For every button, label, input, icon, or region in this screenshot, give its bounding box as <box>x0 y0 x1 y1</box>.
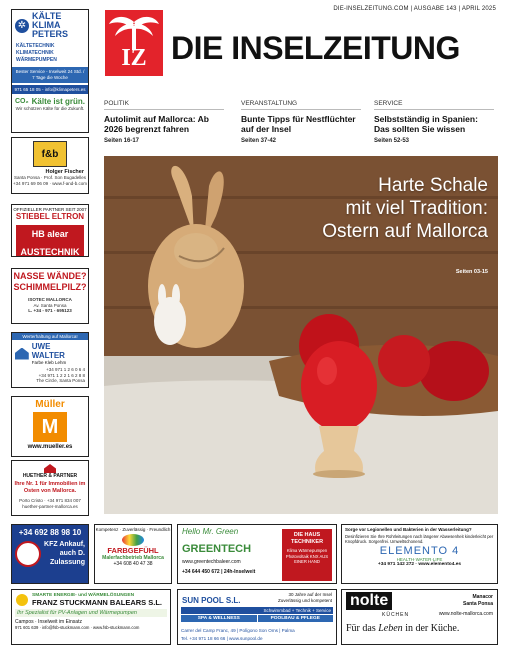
ad-greentech[interactable] <box>177 524 337 584</box>
ad-farbgefuehl[interactable] <box>94 524 172 584</box>
ad-slogan <box>346 623 459 634</box>
hero-story[interactable] <box>104 156 498 514</box>
ad-kfz-ankauf[interactable] <box>11 524 89 584</box>
ad-brand-line-1: KÄLTE <box>32 11 62 21</box>
co2-leaf-icon: CO₂ <box>15 98 29 105</box>
ad-line: Santa Ponsa · Prof. Son Bugadelles <box>13 175 87 180</box>
teaser-section: VERANSTALTUNG <box>241 100 361 110</box>
ad-top: Kompetenz · Zuverlässig · Freundlich <box>95 527 171 532</box>
car-badge-icon <box>15 541 41 567</box>
snowflake-icon: ✲ <box>15 19 29 33</box>
teaser-service[interactable] <box>374 100 494 144</box>
ad-top: Hello Mr. Green <box>182 527 239 536</box>
mueller-logo-icon: M <box>33 412 67 442</box>
ad-phone-2: +34 971 1 2 2 1 6 2 8 8 <box>38 372 85 378</box>
ad-name: UWE WALTER <box>31 342 65 360</box>
ad-sub: KÜCHEN <box>382 612 410 618</box>
ad-contact: +34 971 142 272 · www.elemento4.es <box>377 561 462 567</box>
teaser-section: SERVICE <box>374 100 494 110</box>
fb-logo: f&b <box>33 141 67 167</box>
ad-slogan-sub: Wir schützen Kälte für die Zukunft. <box>15 106 85 111</box>
ad-sub: Farbe Kleb Lehm <box>31 360 67 365</box>
ad-phone: +34 971 1 2 6 0 6 4 <box>46 367 85 372</box>
ad-brand: FRANZ STUCKMANN BALEARS S.L. <box>32 598 162 607</box>
logo-letters: IZ <box>121 45 147 71</box>
ad-franz-stuckmann[interactable] <box>11 589 171 645</box>
paint-splash-icon <box>122 534 144 546</box>
ad-body: Desinfizieren Sie Ihre Rohrleitungen nach längerer Abwesenheit kinderleicht per Knopfdruck. Sorgenfrei. Umweltschonend. <box>345 533 494 544</box>
ad-brand-line-3: PETERS <box>32 29 69 39</box>
ad-brand: nolte <box>346 592 392 610</box>
ad-contact: 971 601 639 · info@fsb-stuckmann.com · www.fsb-stuckmann.com <box>15 625 140 630</box>
ad-brand: ELEMENTO 4 <box>379 544 460 557</box>
ad-tag-c: POOLBAU & PFLEGE <box>258 615 334 622</box>
ad-huether-partner[interactable] <box>11 460 89 516</box>
ad-top: 30 Jahre auf der Insel <box>288 592 332 597</box>
newspaper-title: DIE INSELZEITUNG <box>171 30 460 66</box>
ad-brand: Müller <box>35 399 65 410</box>
ad-name: Holger Fischer <box>45 169 84 175</box>
ad-url: www.nolte-mallorca.com <box>438 611 493 617</box>
ad-url: www.greentechbaleer.com <box>182 559 241 565</box>
ad-company: ISOTEC MALLORCA <box>28 297 72 302</box>
ad-top: SMARTE ENERGIE- und WÄRMELÖSUNGEN <box>32 593 135 598</box>
ad-phone: +34 608 40 47 38 <box>113 561 153 567</box>
ad-sub: HB alear AUSTECHNIK <box>16 225 84 257</box>
hero-headline[interactable] <box>322 174 488 243</box>
ad-nolte[interactable] <box>341 589 498 645</box>
ad-stiebel-eltron[interactable] <box>11 204 89 257</box>
ad-brand: FARBGEFÜHL <box>107 546 159 555</box>
teaser-headline[interactable]: Selbstständig in Spanien: Das sollten Sie wissen <box>374 114 478 134</box>
ad-contact: 971 65 18 05 - info@klimapeters.es <box>12 85 88 94</box>
ad-services: KÄLTETECHNIK KLIMATECHNIK WÄRMEPUMPEN <box>16 43 57 63</box>
ad-address: Carrer del Camp Franc, 49 | Polígono Son Oms | Palma <box>181 628 295 633</box>
ad-lines: Campos · Inselweit im Einsatz <box>15 619 82 625</box>
slogan-part-a: Für das <box>346 623 379 634</box>
ad-uwe-walter[interactable] <box>11 332 89 388</box>
ad-kaelte-klima-peters[interactable] <box>11 9 89 133</box>
teaser-headline[interactable]: Bunte Tipps für Nestflüchter auf der Insel <box>241 114 356 134</box>
ad-brand: SUN POOL S.L. <box>182 596 241 605</box>
ad-sub: Malerfachbetrieb Mallorca <box>102 555 164 561</box>
ad-brand: STIEBEL ELTRON <box>15 212 85 221</box>
ad-top: Werterhaltung auf Mallorca! <box>12 333 88 340</box>
ad-elemento4[interactable] <box>341 524 498 584</box>
teaser-veranstaltung[interactable] <box>241 100 361 144</box>
ad-url: www.mueller.es <box>27 444 73 450</box>
ad-top: Sorge vor Legionellen und Bakterien in der Wasserleitung? <box>345 527 472 532</box>
slogan-part-b: Leben <box>378 623 403 634</box>
hero-headline-line-3: Ostern auf Mallorca <box>322 221 488 242</box>
issue-meta: DIE-INSELZEITUNG.COM | AUSGABE 143 | APRIL 2025 <box>333 6 496 12</box>
ad-phone: +34 644 450 672 | 24h-Inselweit <box>182 569 256 575</box>
ad-top: OFFIZIELLER PARTNER SEIT 2007 <box>13 207 87 212</box>
hero-headline-line-1: Harte Schale <box>378 175 488 196</box>
ad-url: huether-partner-mallorca.es <box>22 503 78 509</box>
ad-sub: HEALTH·WATER·LIFE <box>396 556 443 562</box>
ad-question-1: NASSE WÄNDE? <box>13 271 87 281</box>
ad-brand-line-2: KLIMA <box>32 20 61 30</box>
house-icon <box>44 464 56 473</box>
ad-fb[interactable] <box>11 137 89 194</box>
hero-pages: Seiten 03-15 <box>455 269 488 275</box>
ad-tag-a: Schwimmbad + Technik + Service <box>181 607 333 614</box>
teaser-pages: Seiten 16-17 <box>104 138 140 144</box>
ad-brand: GREENTECH <box>182 543 252 555</box>
ad-phone: L. +34 - 971 - 695123 <box>28 308 72 313</box>
ad-sun-pool[interactable] <box>177 589 337 645</box>
ad-tag-b: SPA & WELLNESS <box>181 615 257 622</box>
ad-slogan: Ihre Nr. 1 für Immobilien im Osten von Mallorca. <box>14 481 86 494</box>
ad-mueller[interactable] <box>11 396 89 457</box>
ad-label: KFZ Ankauf, auch D. Zulassung <box>44 541 85 566</box>
teaser-pages: Seiten 52-53 <box>374 138 410 144</box>
ad-service-note: Bester Service - Inselweit 24 Std. / 7 Tage die Woche <box>12 67 88 83</box>
ad-slogan: Kälte ist grün. <box>31 97 85 106</box>
ad-tel: Tel. +34 971 18 66 66 | www.sunpool.de <box>181 636 263 641</box>
ad-nasse-waende[interactable] <box>11 268 89 324</box>
teaser-section: POLITIK <box>104 100 224 110</box>
house-icon <box>15 348 29 360</box>
ad-question-2: SCHIMMELPILZ? <box>13 282 87 292</box>
ad-place: The Circle, Santa Ponsa <box>36 378 85 383</box>
teaser-pages: Seiten 37-42 <box>241 138 277 144</box>
hero-headline-line-2: mit viel Tradition: <box>345 198 488 219</box>
ad-address: Porto Cristo · +34 971 834 007 <box>19 498 81 503</box>
ad-address: Av. Santa Ponsa <box>33 302 67 308</box>
ad-place-2: Santa Ponsa <box>462 601 493 607</box>
ad-slogan: Ihr Spezialist für PV-Anlagen und Wärmepumpen <box>15 609 167 617</box>
badge-title: DIE HAUS TECHNIKER <box>290 532 324 545</box>
slogan-part-c: in der Küche. <box>402 623 460 634</box>
teaser-politik[interactable] <box>104 100 224 144</box>
teaser-headline[interactable]: Autolimit auf Mallorca: Ab 2026 begrenzt fahren <box>104 114 209 134</box>
ad-phone: +34 971 69 06 09 · www.f-and-b.com <box>13 180 87 186</box>
ad-top-2: Zuverlässig und kompetent <box>277 598 332 603</box>
masthead-logo[interactable] <box>105 10 163 76</box>
badge-sub: Klima Wärmepumpen Photovoltaik KNX AUS EINER HAND <box>285 548 329 564</box>
techniker-badge <box>282 529 332 581</box>
ad-place-1: Manacor <box>472 594 493 600</box>
ad-brand: HUETHER & PARTNER <box>22 473 78 479</box>
sun-icon <box>16 594 28 606</box>
ad-phone: +34 692 88 98 10 <box>18 528 82 537</box>
